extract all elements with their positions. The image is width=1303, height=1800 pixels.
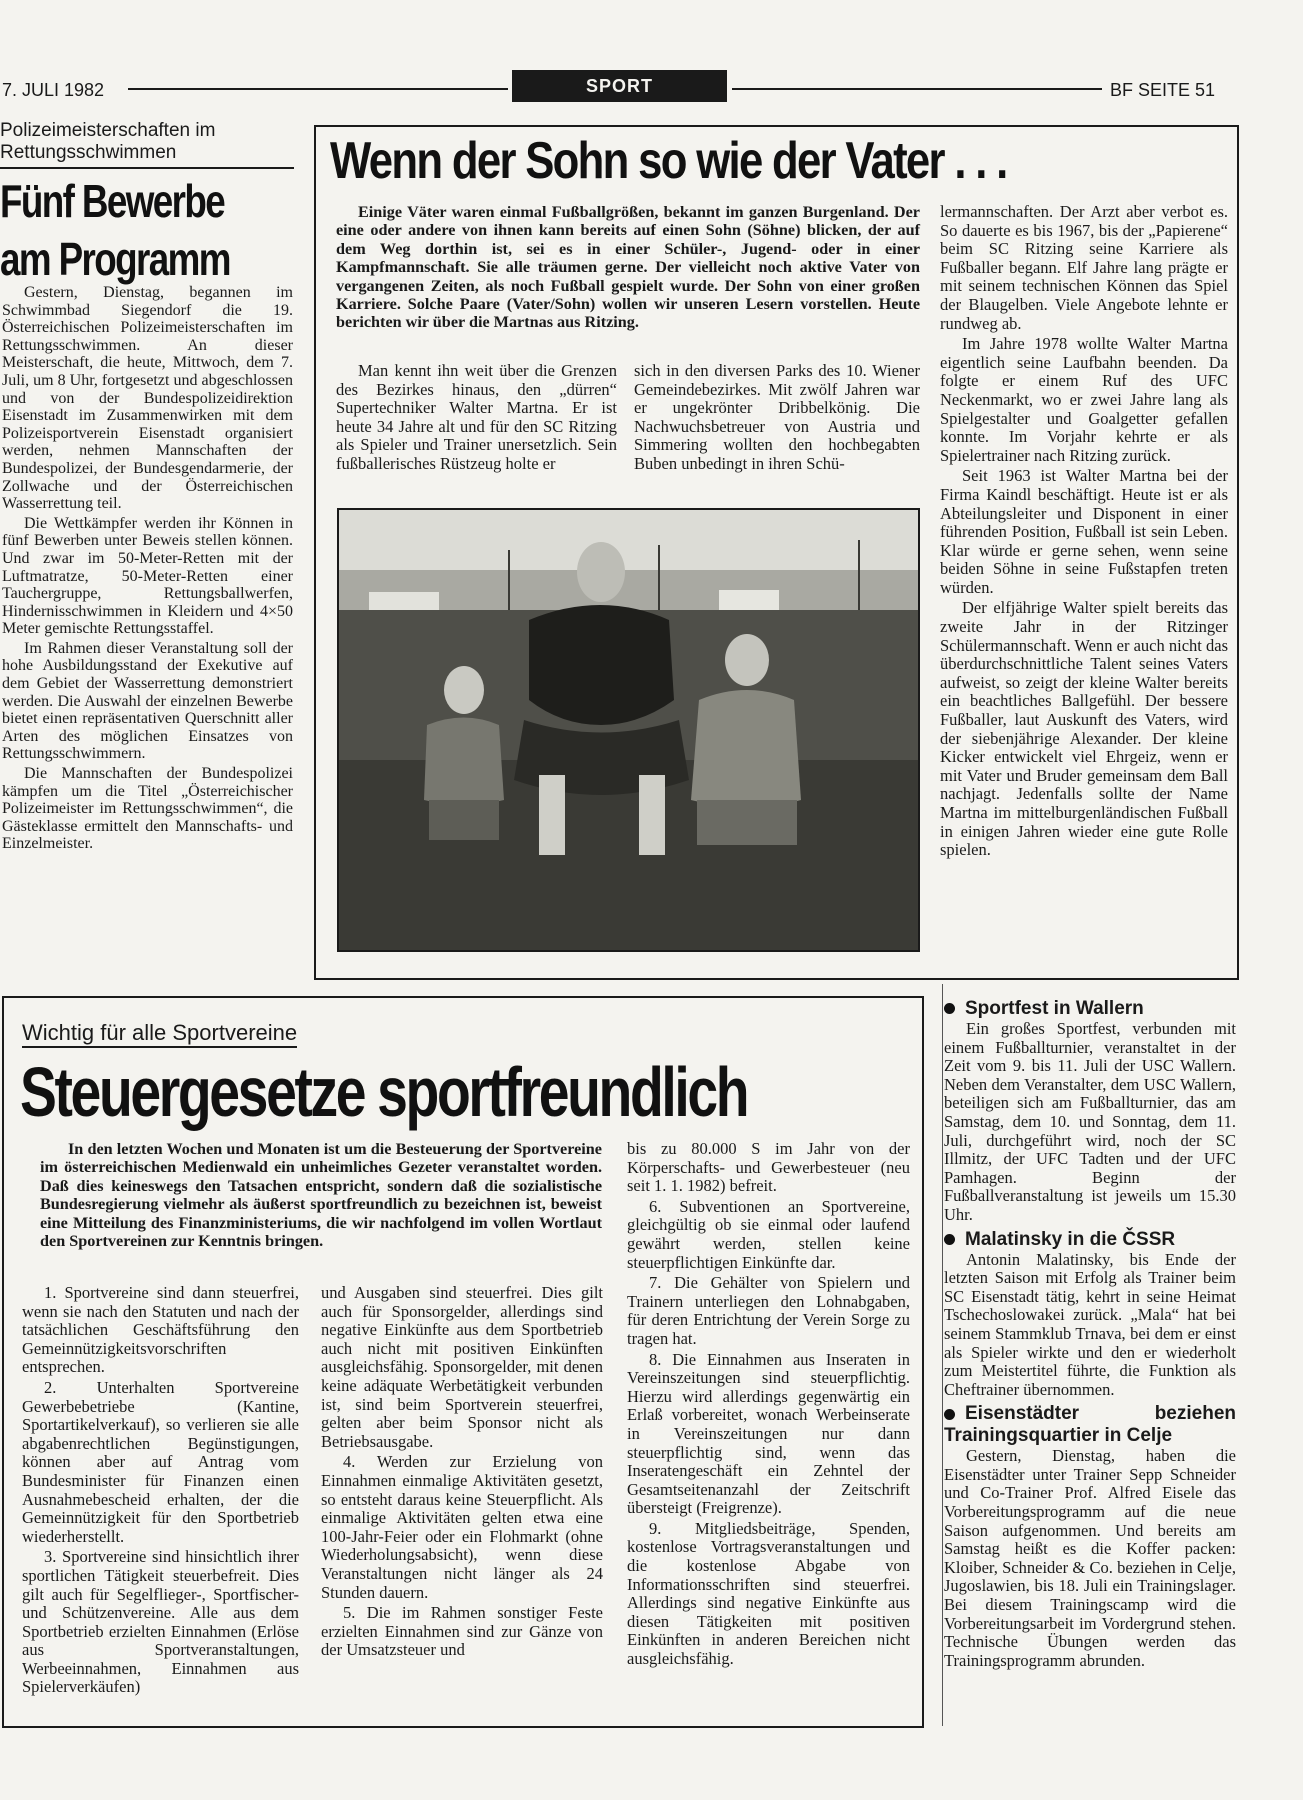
tax-col3-paragraph: bis zu 80.000 S im Jahr von der Körperschafts- und Gewerbesteuer (neu seit 1. 1. 1982) befreit.: [627, 1139, 910, 1196]
tax-col3-paragraph: 8. Die Einnahmen aus Inseraten in Vereinszeitungen sind steuerpflichtig. Hierzu wird allerdings gegenwärtig ein Erlaß vorbereitet, wonach Werbeinserate in Vereinszeitungen nur dann steuerpflichtig sind, wenn das Inseratengeschäft ein Zehntel der Gesamtseitenanzahl der Zeitschrift übersteigt (Freigrenze).: [627, 1349, 910, 1518]
tax-article-col2: [321, 1284, 603, 1662]
main-article-col2: sich in den diversen Parks des 10. Wiener Gemeindebezirkes. Mit zwölf Jahren war er ungekrönter Dribbelkönig. Die Nachwuchsbetreuer von Austria und Simmering wollten den hochbegabten Buben unbedingt in ihren Schü-: [634, 361, 920, 473]
brief-body: Gestern, Dienstag, haben die Eisenstädter unter Trainer Sepp Schneider und Co-Trainer Prof. Alfred Eisele das Vorbereitungsprogramm auf die neue Saison aufgenommen. Und bereits am Samstag heißt es die Koffer packen: Kloiber, Schneider & Co. beziehen in Celje, Jugoslawien, bis 18. Juli ein Trainingslager. Bei diesem Trainingscamp wird die Vorbereitungsarbeit im Vordergrund stehen. Technische Übungen werden das Trainingsprogramm abrunden.: [944, 1446, 1236, 1670]
tax-col3-paragraph: 7. Die Gehälter von Spielern und Trainern unterliegen den Lohnabgaben, für deren Entrichtung der Verein Sorge zu tragen hat.: [627, 1273, 910, 1348]
main-article-col3: [940, 203, 1228, 862]
page-number: BF SEITE 51: [1110, 80, 1216, 100]
tax-article-headline: Steuergesetze sportfreundlich: [20, 1053, 748, 1131]
left-kicker-rule: [0, 167, 294, 169]
main-col3-paragraph: Im Jahre 1978 wollte Walter Martna eigentlich seine Laufbahn beenden. Da folgte er einem Ruf des UFC Neckenmarkt, wo er zwei Jahre lang als Spielgestalter und Goalgetter gefallen konnte. Im Vorjahr kehrte er als Spielertrainer nach Ritzing zurück.: [940, 334, 1228, 465]
brief-title: [944, 998, 1236, 1020]
header-rule-left: [128, 88, 508, 90]
father-sons-photo: [337, 508, 920, 952]
brief-title: [944, 1229, 1236, 1251]
left-paragraph: Die Mannschaften der Bundespolizei kämpfen um die Titel „Österreichischer Polizeimeister im Rettungsschwimmen“, die Gästeklasse ermittelt den Mannschafts- und Einzelmeister.: [2, 765, 293, 853]
left-headline-line1: Fünf Bewerbe: [0, 175, 225, 227]
left-article-headline: [0, 172, 300, 288]
brief-body: Ein großes Sportfest, verbunden mit einem Fußballturnier, veranstaltet in der Zeit vom 9. bis 11. Juli der USC Wallern. Neben dem Veranstalter, dem USC Wallern, beteiligen sich am Fußballturnier, das am Samstag, dem 10. und Sonntag, dem 11. Juli, durchgeführt wird, noch der SC Illmitz, der UFC Tadten und der UFC Pamhagen. Beginn der Fußballveranstaltung ist jeweils um 15.30 Uhr.: [944, 1019, 1236, 1224]
section-label: SPORT: [512, 70, 727, 102]
tax-col3-paragraph: 9. Mitgliedsbeiträge, Spenden, kostenlose Vortragsveranstaltungen und die kostenlose Abgabe von Informationsschriften sind steuerfrei. Allerdings sind negative Einkünfte aus diesen Tätigkeiten mit positiven Einkünften in anderen Bereichen nicht ausgleichsfähig.: [627, 1518, 910, 1669]
brief-title: [944, 1403, 1236, 1447]
left-article-body: [2, 284, 293, 855]
tax-col2-paragraph: 5. Die im Rahmen sonstiger Feste erzielten Einnahmen sind zur Gänze von der Umsatzsteuer und: [321, 1603, 603, 1660]
brief-title-text: Malatinsky in die ČSSR: [965, 1228, 1176, 1250]
left-headline-line2: am Programm: [0, 233, 230, 285]
tax-article-lead: In den letzten Wochen und Monaten ist um die Besteuerung der Sportvereine im österreichischen Medienwald ein unheimliches Gezeter veranstaltet worden. Daß dies keineswegs den Tatsachen entspricht, sondern daß die sozialistische Bundesregierung vielmehr als äußerst sportfreundlich zu bezeichnen ist, beweist eine Mitteilung des Finanzministeriums, die wir nachfolgend im vollen Wortlaut den Sportvereinen zur Kenntnis bringen.: [40, 1140, 602, 1251]
main-article-lead: Einige Väter waren einmal Fußballgrößen, bekannt im ganzen Burgenland. Der eine oder andere von ihnen kann bereits auf einen Sohn (Söhne) blicken, der auf dem Weg dorthin ist, sei es in einer Schüler-, Jugend- oder in einer Kampfmannschaft. Sie alle träumen gerne. Der vielleicht noch aktive Vater von vergangenen Zeiten, als noch Fußball gespielt wurde. Der Sohn von einer großen Karriere. Solche Paare (Vater/Sohn) wollen wir unseren Lesern vorstellen. Heute berichten wir über die Martnas aus Ritzing.: [336, 203, 920, 332]
tax-col1-paragraph: 3. Sportvereine sind hinsichtlich ihrer sportlichen Tätigkeit steuerbefreit. Dies gilt auch für Segelflieger-, Sportfischer- und Schützenvereine. Alle aus dem Sportbetrieb erzielten Einnahmen (Erlöse aus Sportveranstaltungen, Werbeeinnahmen, Einnahmen aus Spielerverkäufen): [22, 1547, 299, 1697]
brief-title-text: Eisenstädter beziehen Trainingsquartier in Celje: [944, 1403, 1236, 1447]
tax-col2-paragraph: 4. Werden zur Erzielung von Einnahmen einmalige Aktivitäten gesetzt, so entsteht daraus keine Steuerpflicht. Als einmalige Aktivitäten gelten etwa eine 100-Jahr-Feier oder ein Flohmarkt (ohne Wiederholungsabsicht), wenn diese Veranstaltungen nicht länger als 24 Stunden dauern.: [321, 1452, 603, 1602]
tax-article-col3: [627, 1140, 910, 1671]
left-paragraph: Gestern, Dienstag, begannen im Schwimmbad Siegendorf die 19. Österreichischen Polizeimeisterschaften im Rettungsschwimmen. An dieser Meisterschaft, die heute, Mittwoch, dem 7. Juli, um 8 Uhr, fortgesetzt und abgeschlossen und von der Bundespolizeidirektion Eisenstadt im Zusammenwirken mit dem Polizeisportverein Eisenstadt organisiert werden, nehmen Mannschaften der Bundespolizei, der Bundesgendarmerie, der Zollwache und der Österreichischen Wasserrettung teil.: [2, 284, 293, 513]
main-article-headline: Wenn der Sohn so wie der Vater . . .: [330, 132, 1007, 190]
left-paragraph: Im Rahmen dieser Veranstaltung soll der hohe Ausbildungsstand der Exekutive auf dem Gebiet der Wasserrettung demonstriert werden. Die Auswahl der einzelnen Bewerbe bietet einen repräsentativen Querschnitt aller Arten des möglichen Einsatzes von Rettungsschwimmern.: [2, 639, 293, 763]
left-article-kicker: Polizeimeisterschaften im Rettungsschwimmen: [0, 120, 216, 163]
tax-article-col1: [22, 1284, 299, 1699]
left-paragraph: Die Wettkämpfer werden ihr Können in fünf Bewerben unter Beweis stellen können. Und zwar im 50-Meter-Retten mit der Luftmatratze, 50-Meter-Retten einer Tauchergruppe, Rettungsballwerfen, Hindernisschwimmen in Kleidern und 4×50 Meter gemischte Rettungsstaffel.: [2, 514, 293, 638]
bullet-icon: [944, 1003, 955, 1014]
main-col3-paragraph: lermannschaften. Der Arzt aber verbot es. So dauerte es bis 1967, bis der „Papierene“ beim SC Ritzing seine Karriere als Fußballer begann. Elf Jahre lang prägte er mit seinem technischen Können das Spiel der Blaugelben. Viele Angebote lehnte er rundweg ab.: [940, 202, 1228, 333]
photo-illustration: [339, 510, 918, 950]
brief-title-text: Sportfest in Wallern: [965, 998, 1144, 1019]
main-article-col1: Man kennt ihn weit über die Grenzen des Bezirkes hinaus, den „dürren“ Supertechniker Walter Martna. Er ist heute 34 Jahre alt und für den SC Ritzing als Spieler und Trainer unersetzlich. Sein fußballerisches Rüstzeug holte er: [336, 361, 617, 473]
header-rule-right: [732, 88, 1102, 90]
main-col3-paragraph: Der elfjährige Walter spielt bereits das zweite Jahr in der Ritzinger Schülermannschaft. Wenn er auch nicht das überdurchschnittliche Talent seines Vaters aufweist, so zeigt der kleine Walter bereits ein beachtliches Ballgefühl. Der bessere Fußballer, laut Auskunft des Vaters, wird der siebenjährige Alexander. Der kleine Kicker entwickelt viel Ehrgeiz, wenn er mit Vater und Bruder gemeinsam dem Ball nachjagt. Jedenfalls sollte der Name Martna im mittelburgenländischen Fußball in einigen Jahren wieder eine gute Rolle spielen.: [940, 598, 1228, 860]
issue-date: 7. JULI 1982: [2, 80, 105, 100]
tax-col1-paragraph: 2. Unterhalten Sportvereine Gewerbebetriebe (Kantine, Sportartikelverkauf), so verlieren sie alle abgabenrechtlichen Begünstigungen, können aber auf Antrag vom Bundesminister für Finanzen einen Ausnahmebescheid erhalten, der die Gemeinnützigkeit für den Sportbetrieb wiederherstellt.: [22, 1377, 299, 1546]
bullet-icon: [944, 1234, 955, 1245]
main-col3-paragraph: Seit 1963 ist Walter Martna bei der Firma Kaindl beschäftigt. Heute ist er als Abteilungsleiter und Disponent in einer führenden Position, Fußball ist sein Leben. Klar würde er gerne sehen, wenn seine beiden Söhne in seine Fußstapfen treten würden.: [940, 466, 1228, 597]
briefs-column: [944, 998, 1236, 1672]
briefs-divider: [942, 984, 943, 1726]
tax-col1-paragraph: 1. Sportvereine sind dann steuerfrei, wenn sie nach den Statuten und nach der tatsächlichen Geschäftsführung den Gemeinnützigkeitsvorschriften entsprechen.: [22, 1283, 299, 1377]
bullet-icon: [944, 1409, 955, 1420]
brief-body: Antonin Malatinsky, bis Ende der letzten Saison mit Erfolg als Trainer beim SC Eisenstadt tätig, kehrt in seine Heimat Tschechoslowakei zurück. „Mala“ hat bei seinem Stammklub Trnava, bei dem er einst als Spieler wirkte und den er wiederholt zum Meistertitel führte, die Funktion als Cheftrainer übernommen.: [944, 1249, 1236, 1399]
tax-article-kicker: Wichtig für alle Sportvereine: [22, 1020, 297, 1048]
tax-col3-paragraph: 6. Subventionen an Sportvereine, gleichgültig ob sie einmal oder laufend gewährt werden, stellen keine steuerpflichtigen Einkünfte dar.: [627, 1196, 910, 1272]
tax-col2-paragraph: und Ausgaben sind steuerfrei. Dies gilt auch für Sponsorgelder, allerdings sind negative Einkünfte aus dem Sportbetrieb auch nicht mit positiven Einkünften ausgleichsfähig. Sponsorgelder, mit denen keine adäquate Werbetätigkeit verbunden ist, sind beim Sportverein steuerfrei, gelten aber beim Sponsor nicht als Betriebsausgabe.: [321, 1283, 603, 1451]
